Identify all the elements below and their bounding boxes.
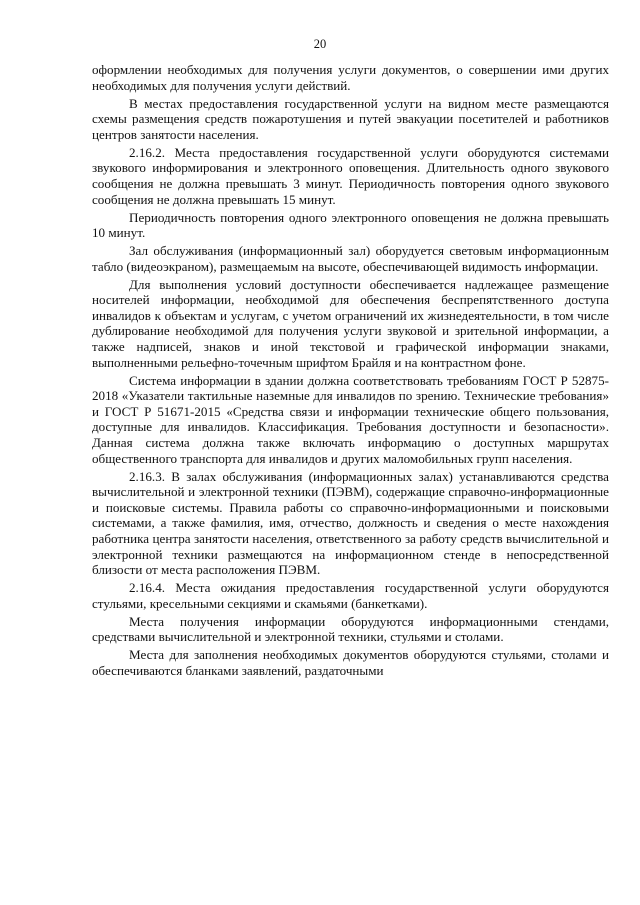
paragraph: 2.16.2. Места предоставления государственной услуги оборудуются системами звукового информирования и электронного оповещения. Длительность одного звукового сообщения не должна превышать 3 минут. Периодичность повторения одного звукового сообщения не должна превышать 15 минут.: [92, 144, 609, 207]
paragraph: Периодичность повторения одного электронного оповещения не должна превышать 10 минут.: [92, 209, 609, 241]
paragraph: Для выполнения условий доступности обеспечивается надлежащее размещение носителей информации, необходимой для обеспечения беспрепятственного доступа инвалидов к объектам и услугам, с учетом ограничений их жизнедеятельности, в том числе дублирование необходимой для получения услуги звуковой и зрительной информации, а также надписей, знаков и иной текстовой и графической информации знаками, выполненными рельефно-точечным шрифтом Брайля и на контрастном фоне.: [92, 276, 609, 370]
paragraph: Места получения информации оборудуются информационными стендами, средствами вычислительной и электронной техники, стульями и столами.: [92, 613, 609, 645]
paragraph: 2.16.4. Места ожидания предоставления государственной услуги оборудуются стульями, кресельными секциями и скамьями (банкетками).: [92, 580, 609, 611]
page-number: 20: [313, 37, 327, 51]
paragraph: В местах предоставления государственной услуги на видном месте размещаются схемы размещения средств пожаротушения и путей эвакуации посетителей и работников центров занятости населения.: [92, 95, 609, 142]
paragraph: Зал обслуживания (информационный зал) оборудуется световым информационным табло (видеоэкраном), размещаемым на высоте, обеспечивающей видимость информации.: [92, 243, 609, 274]
paragraph: оформлении необходимых для получения услуги документов, о совершении ими других необходимых для получения услуги действий.: [92, 62, 609, 93]
paragraph: Места для заполнения необходимых документов оборудуются стульями, столами и обеспечиваются бланками заявлений, раздаточными: [92, 647, 609, 678]
paragraph: Система информации в здании должна соответствовать требованиям ГОСТ Р 52875-2018 «Указатели тактильные наземные для инвалидов по зрению. Технические требования» и ГОСТ Р 51671-2015 «Средства связи и информации технические общего пользования, доступные для инвалидов. Классификация. Требования доступности и безопасности». Данная система должна также включать информацию о доступных маршрутах общественного транспорта для инвалидов и других маломобильных групп населения.: [92, 372, 609, 466]
document-body: [92, 62, 609, 678]
paragraph: 2.16.3. В залах обслуживания (информационных залах) устанавливаются средства вычислительной и электронной техники (ПЭВМ), содержащие справочно-информационные и поисковые системы. Правила работы со справочно-информационными и поисковыми системами, а также фамилия, имя, отчество, должность и сведения о месте нахождения работника центра занятости населения, ответственного за работу средств вычислительной и электронной техники размещаются на информационном стенде в непосредственной близости от места расположения ПЭВМ.: [92, 468, 609, 578]
